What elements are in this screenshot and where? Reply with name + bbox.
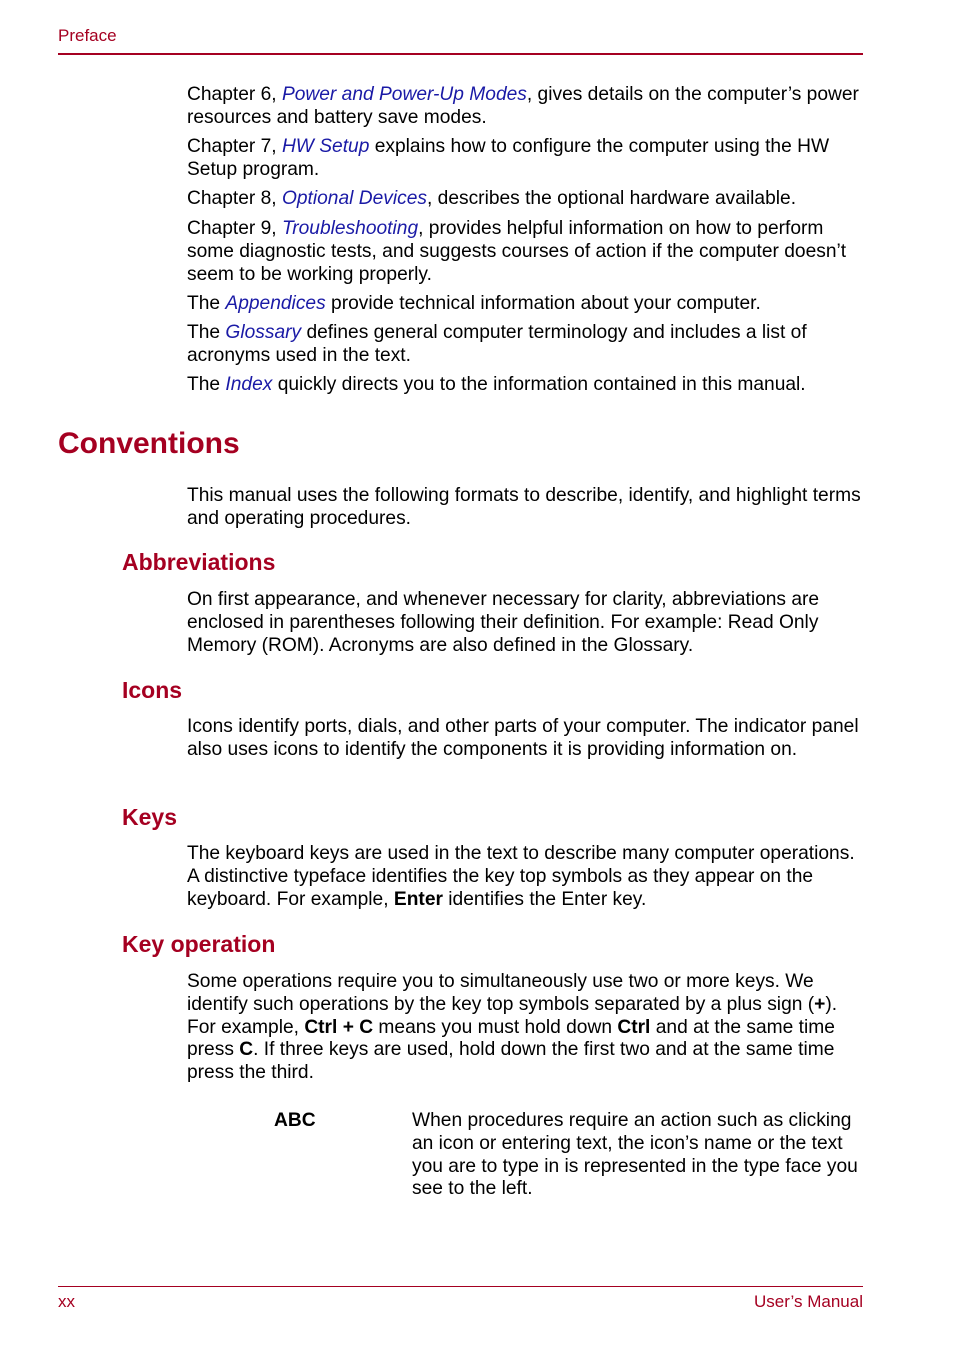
intro-glossary: The Glossary defines general computer terminology and includes a list of acronyms used in the text.: [187, 322, 807, 366]
running-header: Preface: [58, 26, 117, 45]
link-index[interactable]: Index: [225, 374, 273, 395]
abc-description: When procedures require an action such as clicking an icon or entering text, the icon’s name or the text you are to type in is represented in the type face you see to the left.: [412, 1110, 858, 1200]
link-hw-setup[interactable]: HW Setup: [281, 136, 370, 157]
abc-term: ABC: [274, 1110, 316, 1131]
intro-chapter-8: Chapter 8, Optional Devices, describes the optional hardware available.: [187, 188, 797, 209]
abbreviations-heading: Abbreviations: [122, 549, 276, 575]
header-rule: [58, 53, 863, 55]
key-operation-text: Some operations require you to simultaneously use two or more keys. We identify such operations by the key top symbols separated by a plus sign (+). For example, Ctrl + C means you must hold down Ctrl and at the same time press C. If three keys are used, hold down the first two and at the same time press the third.: [187, 971, 838, 1084]
link-glossary[interactable]: Glossary: [225, 322, 302, 343]
icons-text: Icons identify ports, dials, and other parts of your computer. The indicator panel also uses icons to identify the components it is providing information on.: [187, 716, 859, 760]
icons-heading: Icons: [122, 677, 183, 703]
intro-appendices: The Appendices provide technical information about your computer.: [187, 293, 761, 314]
intro-chapter-6: Chapter 6, Power and Power-Up Modes, gives details on the computer’s power resources and battery save modes.: [187, 84, 859, 128]
link-power-modes[interactable]: Power and Power-Up Modes: [281, 84, 527, 105]
manual-title: User’s Manual: [754, 1292, 863, 1311]
key-operation-heading: Key operation: [122, 931, 276, 957]
keys-heading: Keys: [122, 804, 177, 830]
intro-index: The Index quickly directs you to the information contained in this manual.: [187, 374, 806, 395]
page-number: xx: [58, 1292, 75, 1311]
intro-chapter-9: Chapter 9, Troubleshooting, provides helpful information on how to perform some diagnostic tests, and suggests courses of action if the computer doesn’t seem to be working properly.: [187, 218, 847, 285]
link-optional-devices[interactable]: Optional Devices: [281, 188, 427, 209]
keys-text: The keyboard keys are used in the text to describe many computer operations. A distinctive typeface identifies the key top symbols as they appear on the keyboard. For example, Enter identifies the Enter key.: [187, 843, 855, 910]
abbreviations-text: On first appearance, and whenever necessary for clarity, abbreviations are enclosed in parentheses following their definition. For example: Read Only Memory (ROM). Acronyms are also defined in the Glossary.: [187, 589, 820, 656]
intro-chapter-7: Chapter 7, HW Setup explains how to configure the computer using the HW Setup program.: [187, 136, 830, 180]
conventions-intro: This manual uses the following formats to describe, identify, and highlight terms and operating procedures.: [187, 485, 861, 529]
conventions-heading: Conventions: [58, 427, 240, 460]
key-enter: Enter: [393, 888, 443, 910]
link-troubleshooting[interactable]: Troubleshooting: [281, 218, 419, 239]
link-appendices[interactable]: Appendices: [225, 293, 326, 314]
footer-rule: [58, 1286, 863, 1287]
